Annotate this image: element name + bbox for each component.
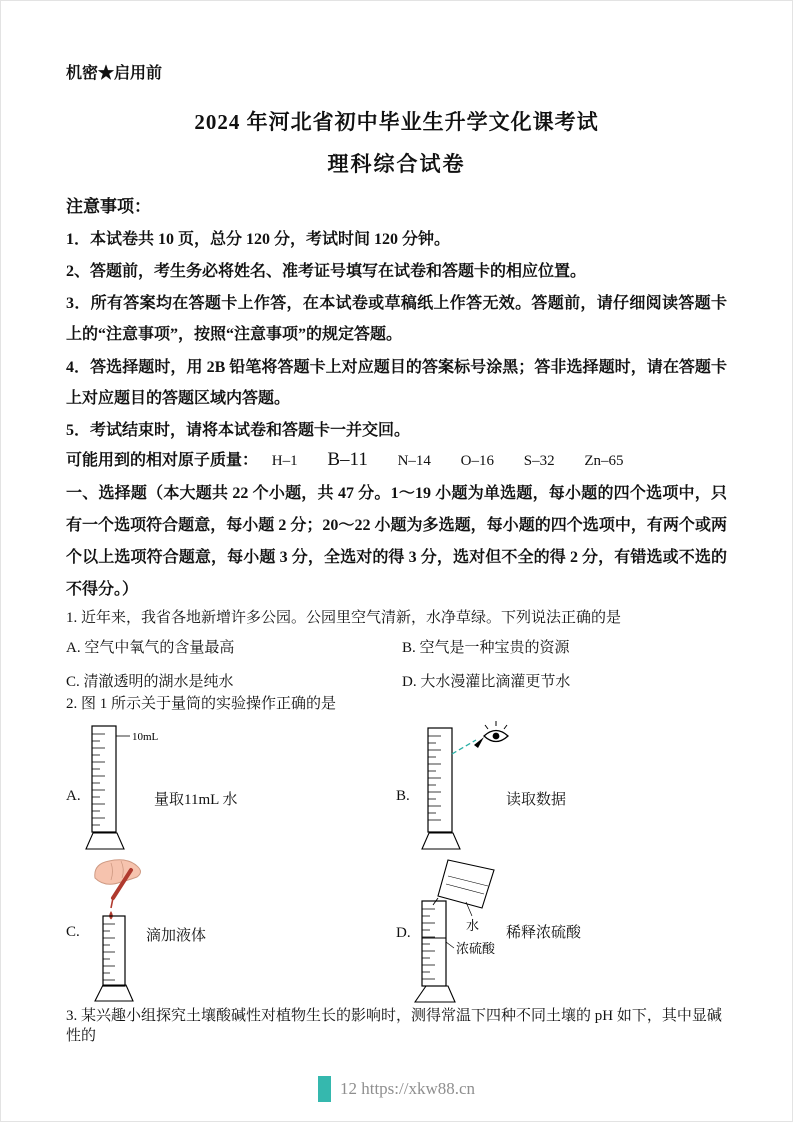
acid-label-leader [446, 942, 454, 948]
cylinder-base [422, 833, 460, 849]
figure-caption-b: 读取数据 [506, 792, 567, 808]
question-2-figures [66, 718, 727, 1008]
atomic-mass-value-zn: Zn–65 [584, 453, 624, 469]
figure-caption-a: 量取11mL 水 [154, 792, 238, 808]
notice-item-3: 3．所有答案均在答题卡上作答，在本试卷或草稿纸上作答无效。答题前，请仔细阅读答题卡上的“注意事项”，按照“注意事项”的规定答题。 [66, 295, 727, 343]
graduation-ticks [103, 924, 115, 980]
sight-line [452, 740, 476, 754]
classification-label: 机密★启用前 [66, 65, 163, 82]
notice-item-2: 2、答题前，考生务必将姓名、准考证号填写在试卷和答题卡的相应位置。 [66, 263, 587, 280]
question-3-text: 3. 某兴趣小组探究土壤酸碱性对植物生长的影响时，测得常温下四种不同土壤的 pH 如下，其中显碱性的 [66, 1008, 722, 1044]
figure-caption-d: 稀释浓硫酸 [506, 925, 582, 941]
exam-title: 2024 年河北省初中毕业生升学文化课考试 [194, 110, 599, 134]
question-1-options [66, 636, 727, 691]
atomic-mass-value-b: B–11 [327, 449, 368, 470]
atomic-mass-value-n: N–14 [397, 453, 431, 469]
figure-caption-c: 滴加液体 [146, 928, 207, 944]
cylinder-base [415, 986, 455, 1002]
notice-heading: 注意事项： [66, 197, 151, 216]
water-label: 水 [466, 918, 480, 933]
question-1-option-d: D. 大水漫灌比滴灌更节水 [402, 674, 571, 690]
figure-option-label-b: B. [396, 788, 410, 804]
figure-a-annotation: 10mL [132, 731, 159, 743]
question-1-text: 1. 近年来，我省各地新增许多公园。公园里空气清新，水净草绿。下列说法正确的是 [66, 610, 622, 626]
cylinder-body [428, 728, 452, 832]
cylinder-body [92, 726, 116, 832]
notice-item-5: 5．考试结束时，请将本试卷和答题卡一并交回。 [66, 422, 411, 439]
footer-accent-bar [318, 1076, 331, 1102]
question-1-option-a: A. 空气中氧气的含量最高 [66, 640, 235, 656]
cylinder-base [86, 833, 124, 849]
acid-label: 浓硫酸 [456, 941, 496, 956]
cylinder-body [103, 916, 125, 986]
question-1-option-c: C. 清澈透明的湖水是纯水 [66, 674, 234, 690]
figure-option-label-a: A. [66, 788, 81, 804]
atomic-mass-value-o: O–16 [460, 453, 495, 469]
cylinder-body [422, 901, 446, 986]
liquid-drop [109, 911, 113, 920]
sight-arrowhead [474, 737, 484, 748]
atomic-mass-line [66, 447, 727, 471]
notice-item-1: 1．本试卷共 10 页，总分 120 分，考试时间 120 分钟。 [66, 231, 451, 248]
atomic-mass-label: 可能用到的相对原子质量： [66, 452, 259, 469]
graduation-ticks [428, 736, 441, 820]
exam-subtitle: 理科综合试卷 [327, 152, 466, 176]
question-1-option-b: B. 空气是一种宝贵的资源 [402, 640, 570, 656]
page-footer [66, 1076, 727, 1102]
figure-option-label-c: C. [66, 924, 80, 940]
cylinder-base [95, 985, 133, 1001]
figure-option-label-d: D. [396, 925, 411, 941]
atomic-mass-value-h: H–1 [271, 453, 298, 469]
eye-icon [484, 721, 508, 742]
hand-icon [95, 860, 141, 884]
graduation-ticks [92, 734, 105, 825]
section-heading: 一、选择题（本大题共 22 个小题，共 47 分。1～19 小题为单选题，每小题的四个选项中，只有一个选项符合题意，每小题 2 分；20～22 小题为多选题，每小题的四个选项中，有两个或两个以上选项符合题意，每小题 3 分，全选对的得 3 分，选对但不全的得 2 分，有错选或不选的不得分。） [66, 485, 727, 598]
graduation-ticks [422, 909, 435, 979]
footer-watermark-text: 12 https://xkw88.cn [339, 1079, 476, 1098]
atomic-mass-value-s: S–32 [523, 453, 555, 469]
question-2-text: 2. 图 1 所示关于量筒的实验操作正确的是 [66, 696, 337, 712]
notice-item-4: 4．答选择题时，用 2B 铅笔将答题卡上对应题目的答案标号涂黑；答非选择题时，请在答题卡上对应题目的答题区域内答题。 [66, 359, 727, 407]
